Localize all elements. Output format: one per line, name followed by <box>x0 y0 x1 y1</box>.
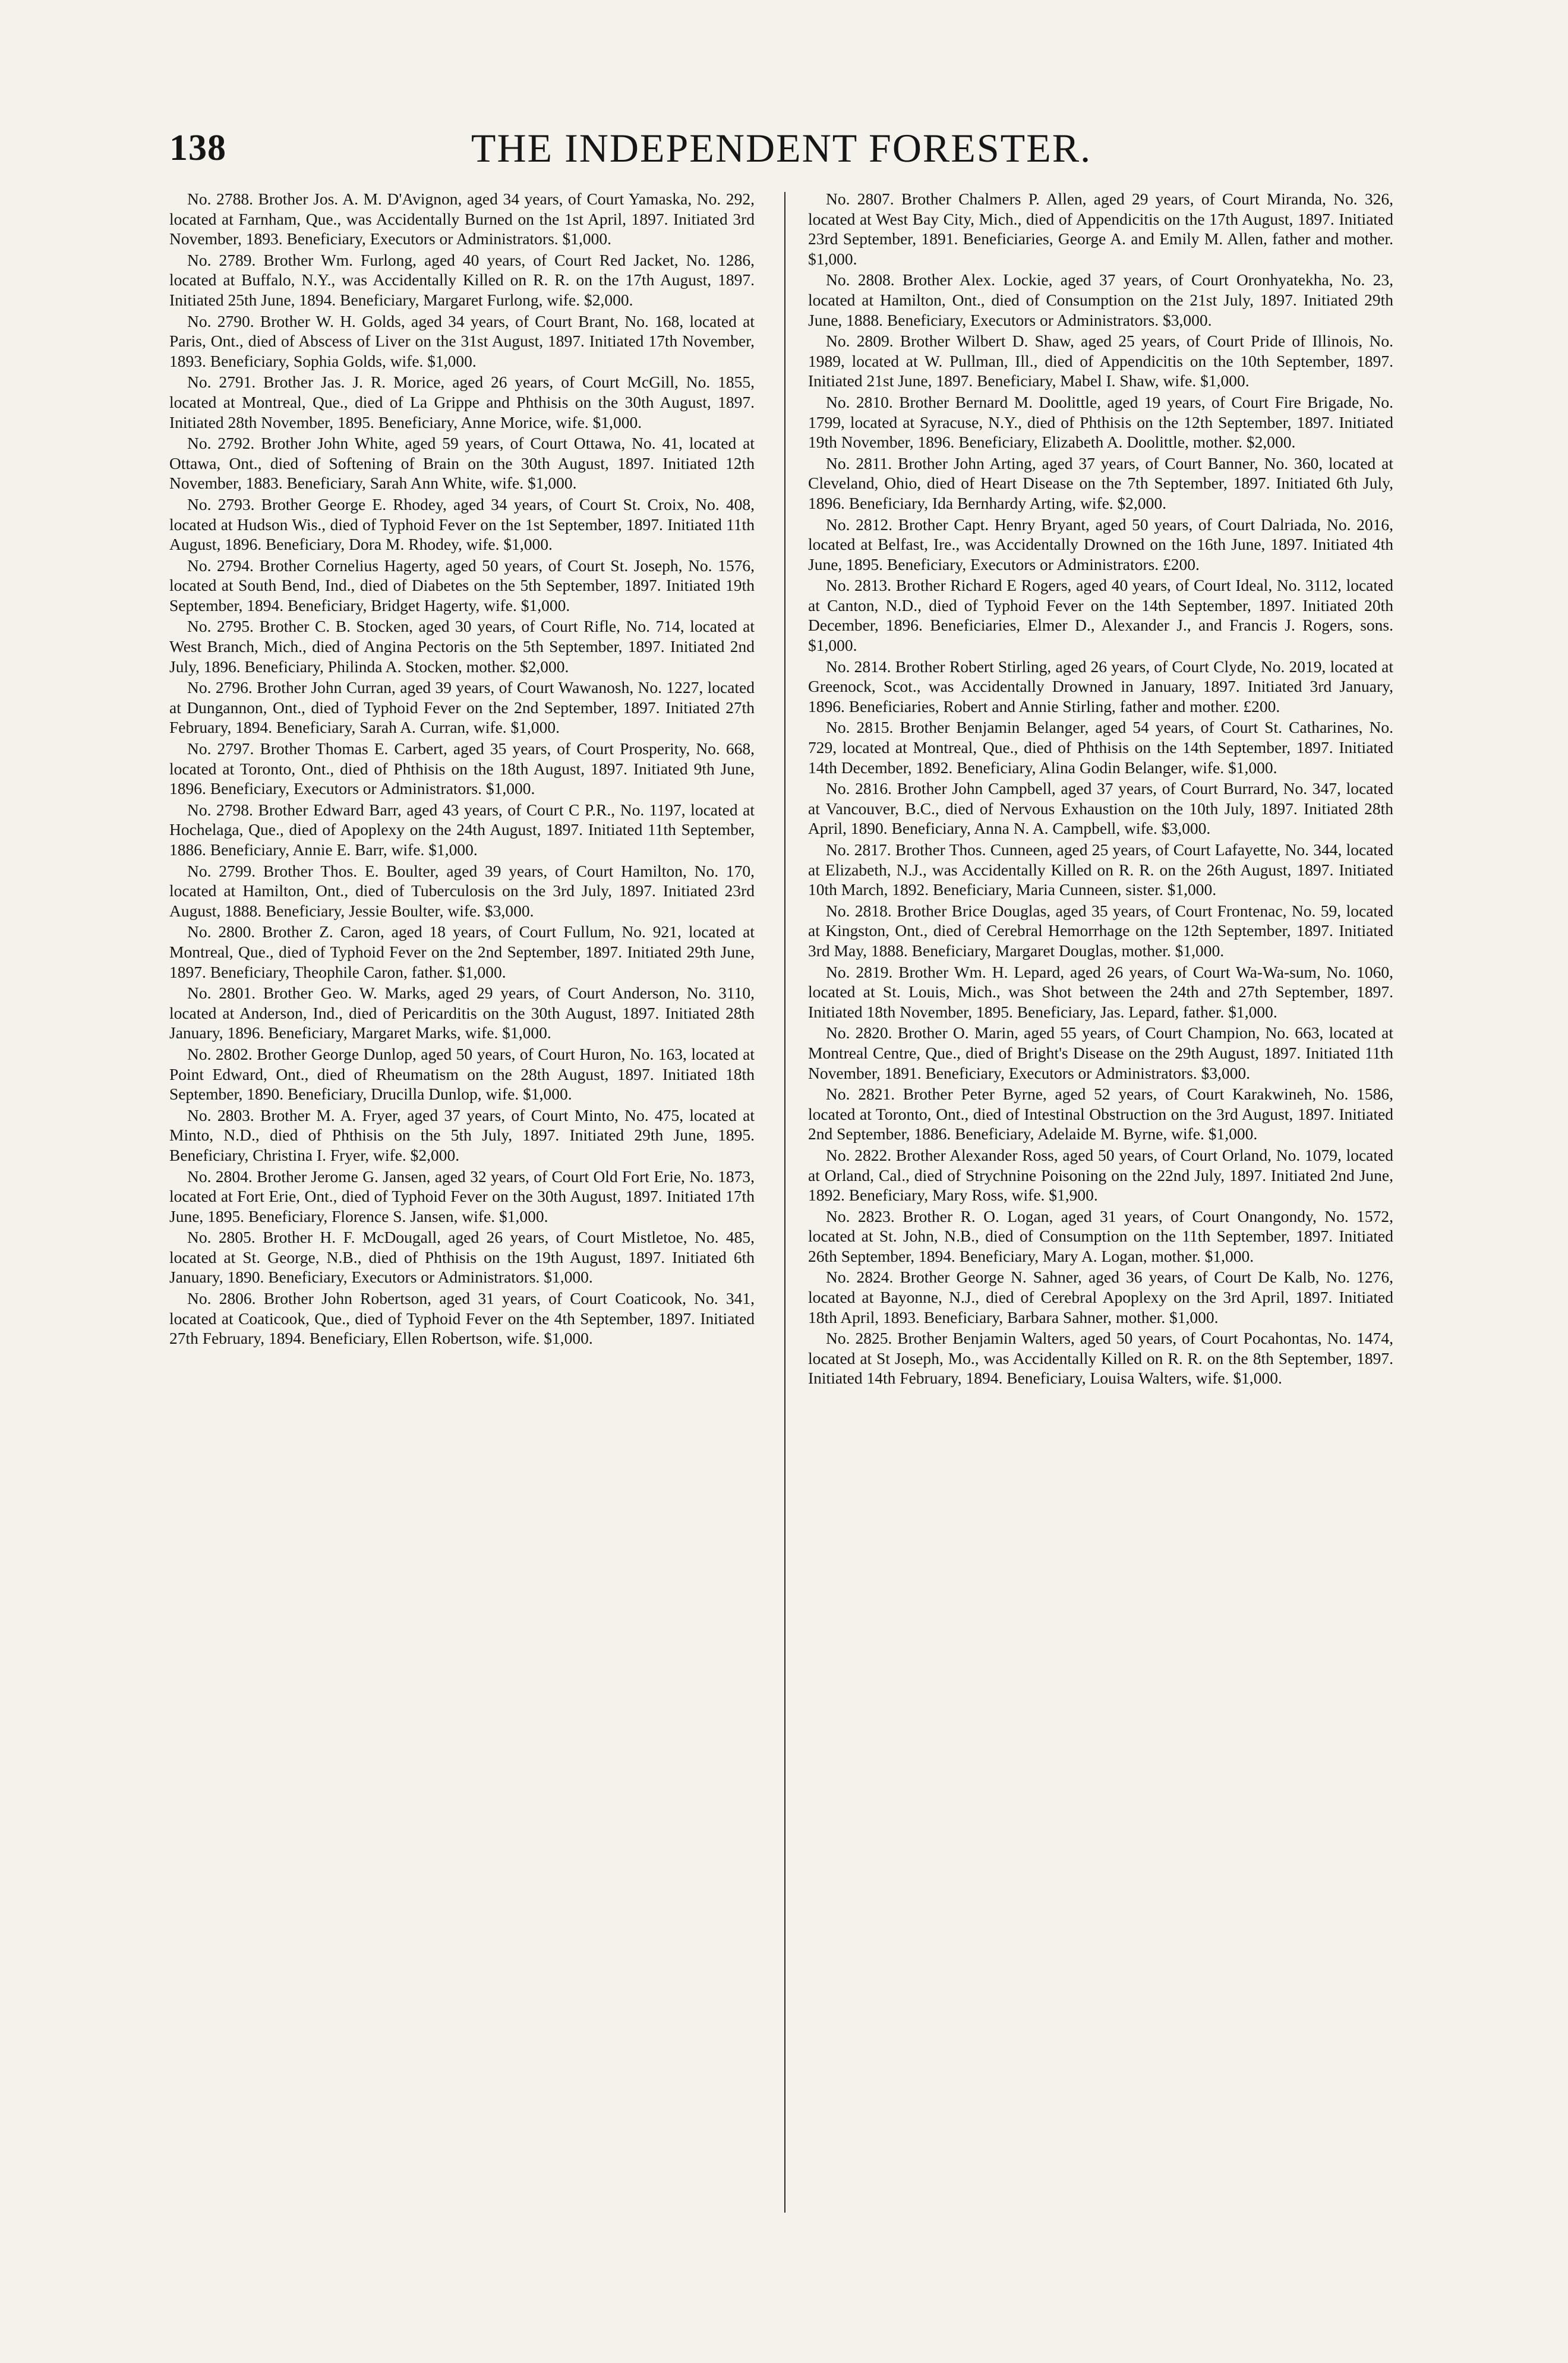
death-notice-entry: No. 2825. Brother Benjamin Walters, aged 50 years, of Court Pocahontas, No. 1474, located at St Joseph, Mo., was Accidentally Killed on R. R. on the 8th September, 1897. Initiated 14th February, 1894. Beneficiary, Louisa Walters, wife. $1,000. <box>808 1329 1393 1388</box>
death-notice-entry: No. 2791. Brother Jas. J. R. Morice, aged 26 years, of Court McGill, No. 1855, located at Montreal, Que., died of La Grippe and Phthisis on the 30th August, 1897. Initiated 28th November, 1895. Beneficiary, Anne Morice, wife. $1,000. <box>169 373 755 431</box>
death-notice-entry: No. 2797. Brother Thomas E. Carbert, aged 35 years, of Court Prosperity, No. 668, located at Toronto, Ont., died of Phthisis on the 18th August, 1897. Initiated 9th June, 1896. Beneficiary, Executors or Administrators. $1,000. <box>169 739 755 798</box>
death-notice-entry: No. 2804. Brother Jerome G. Jansen, aged 32 years, of Court Old Fort Erie, No. 1873, located at Fort Erie, Ont., died of Typhoid Fever on the 30th August, 1897. Initiated 17th June, 1895. Beneficiary, Florence S. Jansen, wife. $1,000. <box>169 1167 755 1225</box>
death-notice-entry: No. 2796. Brother John Curran, aged 39 years, of Court Wawanosh, No. 1227, located at Dungannon, Ont., died of Typhoid Fever on the 2nd September, 1897. Initiated 27th February, 1894. Beneficiary, Sarah A. Curran, wife. $1,000. <box>169 678 755 737</box>
death-notice-entry: No. 2807. Brother Chalmers P. Allen, aged 29 years, of Court Miranda, No. 326, located at West Bay City, Mich., died of Appendicitis on the 17th August, 1897. Initiated 23rd September, 1891. Beneficiaries, George A. and Emily M. Allen, father and mother. $1,000. <box>808 190 1393 268</box>
death-notice-entry: No. 2798. Brother Edward Barr, aged 43 years, of Court C P.R., No. 1197, located at Hochelaga, Que., died of Apoplexy on the 24th August, 1897. Initiated 11th September, 1886. Beneficiary, Annie E. Barr, wife. $1,000. <box>169 800 755 859</box>
death-notice-entry: No. 2806. Brother John Robertson, aged 31 years, of Court Coaticook, No. 341, located at Coaticook, Que., died of Typhoid Fever on the 4th September, 1897. Initiated 27th February, 1894. Beneficiary, Ellen Robertson, wife. $1,000. <box>169 1289 755 1348</box>
death-notice-entry: No. 2824. Brother George N. Sahner, aged 36 years, of Court De Kalb, No. 1276, located at Bayonne, N.J., died of Cerebral Apoplexy on the 3rd April, 1897. Initiated 18th April, 1893. Beneficiary, Barbara Sahner, mother. $1,000. <box>808 1268 1393 1327</box>
death-notice-entry: No. 2816. Brother John Campbell, aged 37 years, of Court Burrard, No. 347, located at Vancouver, B.C., died of Nervous Exhaustion on the 10th July, 1897. Initiated 28th April, 1890. Beneficiary, Anna N. A. Campbell, wife. $3,000. <box>808 779 1393 838</box>
right-column <box>808 189 1393 2222</box>
death-notice-entry: No. 2811. Brother John Arting, aged 37 years, of Court Banner, No. 360, located at Cleveland, Ohio, died of Heart Disease on the 7th September, 1897. Initiated 6th July, 1896. Beneficiary, Ida Bernhardy Arting, wife. $2,000. <box>808 453 1393 512</box>
death-notice-entry: No. 2799. Brother Thos. E. Boulter, aged 39 years, of Court Hamilton, No. 170, located at Hamilton, Ont., died of Tuberculosis on the 3rd July, 1897. Initiated 23rd August, 1888. Beneficiary, Jessie Boulter, wife. $3,000. <box>169 861 755 920</box>
column-divider <box>784 192 785 2213</box>
death-notice-entry: No. 2820. Brother O. Marin, aged 55 years, of Court Champion, No. 663, located at Montreal Centre, Que., died of Bright's Disease on the 29th August, 1897. Initiated 11th November, 1891. Beneficiary, Executors or Administrators. $3,000. <box>808 1023 1393 1082</box>
death-notice-entry: No. 2823. Brother R. O. Logan, aged 31 years, of Court Onangondy, No. 1572, located at St. John, N.B., died of Consumption on the 11th September, 1897. Initiated 26th September, 1894. Beneficiary, Mary A. Logan, mother. $1,000. <box>808 1206 1393 1265</box>
page-header <box>169 125 1393 178</box>
death-notice-entry: No. 2794. Brother Cornelius Hagerty, aged 50 years, of Court St. Joseph, No. 1576, located at South Bend, Ind., died of Diabetes on the 5th September, 1897. Initiated 19th September, 1894. Beneficiary, Bridget Hagerty, wife. $1,000. <box>169 556 755 615</box>
death-notice-entry: No. 2790. Brother W. H. Golds, aged 34 years, of Court Brant, No. 168, located at Paris, Ont., died of Abscess of Liver on the 31st August, 1897. Initiated 17th November, 1893. Beneficiary, Sophia Golds, wife. $1,000. <box>169 311 755 370</box>
death-notice-entry: No. 2805. Brother H. F. McDougall, aged 26 years, of Court Mistletoe, No. 485, located at St. George, N.B., died of Phthisis on the 19th August, 1897. Initiated 6th January, 1890. Beneficiary, Executors or Administrators. $1,000. <box>169 1228 755 1287</box>
death-notice-entry: No. 2815. Brother Benjamin Belanger, aged 54 years, of Court St. Catharines, No. 729, located at Montreal, Que., died of Phthisis on the 14th September, 1897. Initiated 14th December, 1892. Beneficiary, Alina Godin Belanger, wife. $1,000. <box>808 718 1393 777</box>
death-notice-entry: No. 2792. Brother John White, aged 59 years, of Court Ottawa, No. 41, located at Ottawa, Ont., died of Softening of Brain on the 30th August, 1897. Initiated 12th November, 1883. Beneficiary, Sarah Ann White, wife. $1,000. <box>169 434 755 493</box>
death-notice-entry: No. 2803. Brother M. A. Fryer, aged 37 years, of Court Minto, No. 475, located at Minto, N.D., died of Phthisis on the 5th July, 1897. Initiated 29th June, 1895. Beneficiary, Christina I. Fryer, wife. $2,000. <box>169 1105 755 1164</box>
left-column <box>169 189 755 2222</box>
death-notice-entry: No. 2818. Brother Brice Douglas, aged 35 years, of Court Frontenac, No. 59, located at Kingston, Ont., died of Cerebral Hemorrhage on the 12th September, 1897. Initiated 3rd May, 1888. Beneficiary, Margaret Douglas, mother. $1,000. <box>808 901 1393 960</box>
running-title: THE INDEPENDENT FORESTER. <box>471 125 1092 171</box>
death-notice-entry: No. 2789. Brother Wm. Furlong, aged 40 years, of Court Red Jacket, No. 1286, located at Buffalo, N.Y., was Accidentally Killed on R. R. on the 17th August, 1897. Initiated 25th June, 1894. Beneficiary, Margaret Furlong, wife. $2,000. <box>169 250 755 309</box>
death-notice-entry: No. 2801. Brother Geo. W. Marks, aged 29 years, of Court Anderson, No. 3110, located at Anderson, Ind., died of Pericarditis on the 30th August, 1897. Initiated 28th January, 1896. Beneficiary, Margaret Marks, wife. $1,000. <box>169 984 755 1042</box>
death-notice-entry: No. 2821. Brother Peter Byrne, aged 52 years, of Court Karakwineh, No. 1586, located at Toronto, Ont., died of Intestinal Obstruction on the 3rd August, 1897. Initiated 2nd September, 1886. Beneficiary, Adelaide M. Byrne, wife. $1,000. <box>808 1085 1393 1143</box>
death-notice-entry: No. 2810. Brother Bernard M. Doolittle, aged 19 years, of Court Fire Brigade, No. 1799, located at Syracuse, N.Y., died of Phthisis on the 12th September, 1897. Initiated 19th November, 1896. Beneficiary, Elizabeth A. Doolittle, mother. $2,000. <box>808 392 1393 452</box>
death-notice-entry: No. 2814. Brother Robert Stirling, aged 26 years, of Court Clyde, No. 2019, located at Greenock, Scot., was Accidentally Drowned in January, 1897. Initiated 3rd January, 1896. Beneficiaries, Robert and Annie Stirling, father and mother. £200. <box>808 657 1393 716</box>
death-notice-entry: No. 2788. Brother Jos. A. M. D'Avignon, aged 34 years, of Court Yamaska, No. 292, located at Farnham, Que., was Accidentally Burned on the 1st April, 1897. Initiated 3rd November, 1893. Beneficiary, Executors or Administrators. $1,000. <box>169 190 755 248</box>
death-notice-entry: No. 2812. Brother Capt. Henry Bryant, aged 50 years, of Court Dalriada, No. 2016, located at Belfast, Ire., was Accidentally Drowned on the 16th June, 1897. Initiated 4th June, 1895. Beneficiary, Executors or Administrators. £200. <box>808 515 1393 574</box>
death-notice-entry: No. 2800. Brother Z. Caron, aged 18 years, of Court Fullum, No. 921, located at Montreal, Que., died of Typhoid Fever on the 2nd September, 1897. Initiated 29th June, 1897. Beneficiary, Theophile Caron, father. $1,000. <box>169 922 755 981</box>
death-notice-entry: No. 2809. Brother Wilbert D. Shaw, aged 25 years, of Court Pride of Illinois, No. 1989, located at W. Pullman, Ill., died of Appendicitis on the 10th September, 1897. Initiated 21st June, 1897. Beneficiary, Mabel I. Shaw, wife. $1,000. <box>808 332 1393 390</box>
death-notice-entry: No. 2817. Brother Thos. Cunneen, aged 25 years, of Court Lafayette, No. 344, located at Elizabeth, N.J., was Accidentally Killed on R. R. on the 26th August, 1897. Initiated 10th March, 1892. Beneficiary, Maria Cunneen, sister. $1,000. <box>808 840 1393 899</box>
death-notice-entry: No. 2808. Brother Alex. Lockie, aged 37 years, of Court Oronhyatekha, No. 23, located at Hamilton, Ont., died of Consumption on the 21st July, 1897. Initiated 29th June, 1888. Beneficiary, Executors or Administrators. $3,000. <box>808 270 1393 329</box>
death-notice-entry: No. 2822. Brother Alexander Ross, aged 50 years, of Court Orland, No. 1079, located at Orland, Cal., died of Strychnine Poisoning on the 22nd July, 1897. Initiated 2nd June, 1892. Beneficiary, Mary Ross, wife. $1,900. <box>808 1145 1393 1205</box>
death-notice-entry: No. 2819. Brother Wm. H. Lepard, aged 26 years, of Court Wa-Wa-sum, No. 1060, located at St. Louis, Mich., was Shot between the 24th and 27th September, 1897. Initiated 18th November, 1895. Beneficiary, Jas. Lepard, father. $1,000. <box>808 962 1393 1021</box>
page-number: 138 <box>169 128 226 168</box>
death-notice-entry: No. 2802. Brother George Dunlop, aged 50 years, of Court Huron, No. 163, located at Point Edward, Ont., died of Rheumatism on the 28th August, 1897. Initiated 18th September, 1890. Beneficiary, Drucilla Dunlop, wife. $1,000. <box>169 1044 755 1104</box>
death-notice-entry: No. 2813. Brother Richard E Rogers, aged 40 years, of Court Ideal, No. 3112, located at Canton, N.D., died of Typhoid Fever on the 14th September, 1897. Initiated 20th December, 1896. Beneficiaries, Elmer D., Alexander J., and Francis J. Rogers, sons. $1,000. <box>808 576 1393 655</box>
two-column-body <box>169 189 1393 2222</box>
death-notice-entry: No. 2793. Brother George E. Rhodey, aged 34 years, of Court St. Croix, No. 408, located at Hudson Wis., died of Typhoid Fever on the 1st September, 1897. Initiated 11th August, 1896. Beneficiary, Dora M. Rhodey, wife. $1,000. <box>169 494 755 554</box>
death-notice-entry: No. 2795. Brother C. B. Stocken, aged 30 years, of Court Rifle, No. 714, located at West Branch, Mich., died of Angina Pectoris on the 5th September, 1897. Initiated 2nd July, 1896. Beneficiary, Philinda A. Stocken, mother. $2,000. <box>169 617 755 676</box>
